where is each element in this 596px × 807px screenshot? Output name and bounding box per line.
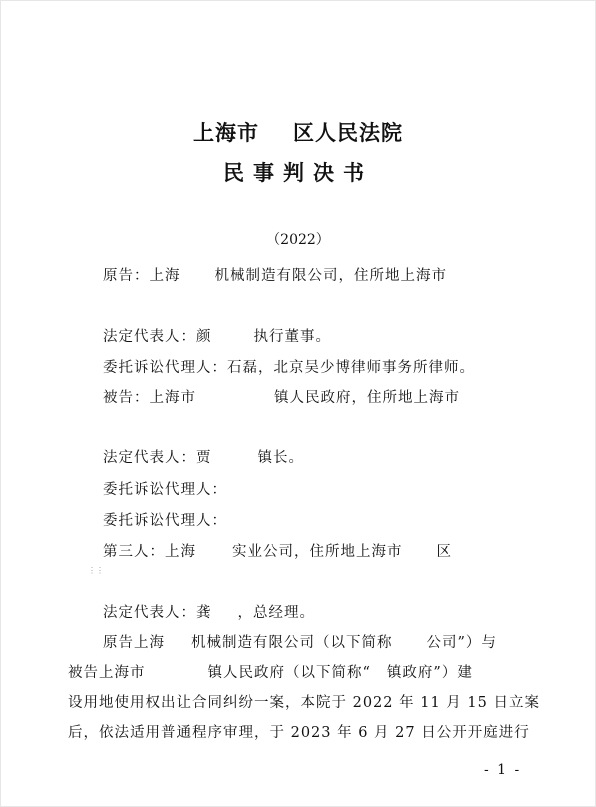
third-party-rep-line [103,601,315,622]
body-line-2-a: 被告上海市 [68,665,146,681]
body-line-3: 设用地使用权出让合同纠纷一案，本院于 2022 年 11 月 15 日立案 [68,695,540,711]
plaintiff-rep-text-b: 执行董事。 [253,329,331,345]
defendant-agent-line-1: 委托诉讼代理人： [103,482,227,498]
third-party-text-b: 实业公司，住所地上海市 [232,544,403,560]
third-party-line [103,540,452,561]
plaintiff-rep-text-a: 法定代表人：颜 [103,329,212,345]
page-number: - 1 - [484,762,522,778]
body-line-2-c: 镇政府”）建 [386,665,473,681]
defendant-rep-text-b: 镇长。 [257,450,304,466]
plaintiff-text-a: 原告：上海 [103,268,181,284]
document-title: 民事判决书 [223,161,373,185]
third-party-rep-text-a: 法定代表人：龚 [103,605,212,621]
plaintiff-line [103,264,447,285]
plaintiff-agent-line: 委托诉讼代理人：石磊，北京吴少博律师事务所律师。 [103,360,475,376]
third-party-text-c: 区 [436,544,452,560]
plaintiff-text-b: 机械制造有限公司，住所地上海市 [214,268,447,284]
body-line-2-b: 镇人民政府（以下简称“ [207,665,371,681]
third-party-rep-text-b: ，总经理。 [237,605,315,621]
defendant-text-a: 被告：上海市 [103,390,196,406]
body-line-1 [103,631,497,652]
body-line-1-c: 公司”）与 [426,635,497,651]
defendant-rep-line [103,446,304,467]
body-line-1-b: 机械制造有限公司（以下简称 [191,635,393,651]
third-party-text-a: 第三人：上海 [103,544,196,560]
defendant-line [103,386,460,407]
defendant-text-b: 镇人民政府，住所地上海市 [274,390,460,406]
redaction-artifact: ⋮⋮ [88,566,104,575]
case-number: （2022） [266,232,330,248]
court-name-title [0,117,596,147]
defendant-rep-text-a: 法定代表人：贾 [103,450,212,466]
court-name-part2: 区人民法院 [293,121,403,145]
body-line-4: 后，依法适用普通程序审理，于 2023 年 6 月 27 日公开开庭进行 [68,725,530,741]
defendant-agent-line-2: 委托诉讼代理人： [103,513,227,529]
body-line-2 [68,661,528,682]
court-name-part1: 上海市 [193,121,259,145]
body-line-1-a: 原告上海 [103,635,165,651]
plaintiff-rep-line [103,325,331,346]
